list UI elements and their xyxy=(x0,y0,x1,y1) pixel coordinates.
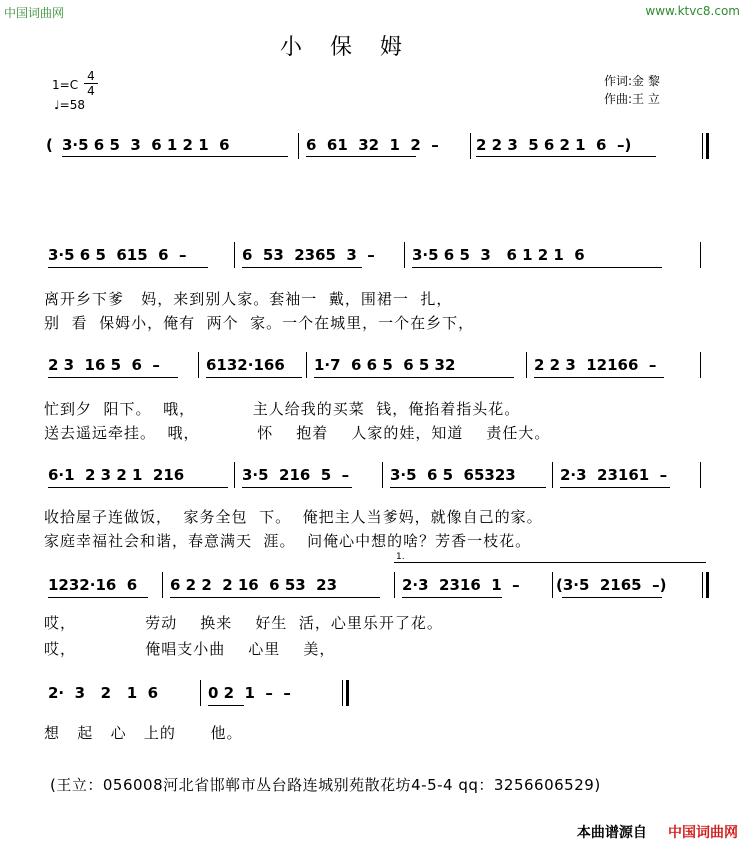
measure-5-1: 1232·16 6 xyxy=(48,576,138,594)
song-title: 小保姆 xyxy=(280,35,431,60)
beam-underline xyxy=(62,156,288,157)
source-label: 本曲谱源自 xyxy=(576,825,647,841)
measure-2-1: 3·5 6 5 615 6 – xyxy=(48,246,187,264)
lyrics-line3-verse2: 送去遥远牵挂。 哦， 怀 抱着 人家的娃，知道 责任大。 xyxy=(44,424,551,442)
beam-underline xyxy=(206,377,302,378)
lyrics-line2-verse1: 离开乡下爹 妈，来到别人家。套袖一 戴，围裙一 扎， xyxy=(44,290,453,308)
measure-3-3: 1·7 6 6 5 6 5 32 xyxy=(314,356,456,374)
repeat-barline xyxy=(702,133,703,159)
beam-underline xyxy=(476,156,656,157)
measure-1-2: 6 61 32 1 2 – xyxy=(306,136,439,154)
lyrics-line3-verse1: 忙到夕 阳下。 哦， 主人给我的买菜 钱，俺掐着指头花。 xyxy=(44,400,521,418)
barline xyxy=(552,462,553,488)
barline xyxy=(198,352,199,378)
final-barline-thick xyxy=(346,680,349,706)
measure-6-1: 2· 3 2 1 6 xyxy=(48,684,159,702)
lyrics-line4-verse2: 家庭幸福社会和谐，春意满天 涯。 问俺心中想的啥？芳香一枝花。 xyxy=(44,532,532,550)
time-signature-bottom: 4 xyxy=(87,84,95,98)
measure-4-3: 3·5 6 5 65323 xyxy=(390,466,516,484)
watermark-left: 中国词曲网 xyxy=(4,6,65,20)
tempo-value: =58 xyxy=(59,98,85,112)
beam-underline xyxy=(314,377,514,378)
beam-underline xyxy=(562,597,662,598)
beam-underline xyxy=(306,156,416,157)
time-signature-top: 4 xyxy=(87,69,95,83)
measure-5-2: 6 2 2 2 16 6 53 23 xyxy=(170,576,338,594)
lyrics-line5-verse1: 哎， 劳动 换来 好生 活，心里乐开了花。 xyxy=(44,614,443,632)
beam-underline xyxy=(48,267,208,268)
barline xyxy=(382,462,383,488)
measure-6-2: 0 2 1 – – xyxy=(208,684,291,702)
composer-credit: 作曲:王 立 xyxy=(604,92,660,106)
beam-underline xyxy=(242,487,352,488)
lyrics-line5-verse2: 哎， 俺唱支小曲 心里 美， xyxy=(44,640,336,658)
measure-1-3: 2 2 3 5 6 2 1 6 –) xyxy=(476,136,632,154)
measure-5-4: (3·5 2165 –) xyxy=(556,576,667,594)
open-paren: ( xyxy=(46,136,53,154)
barline xyxy=(306,352,307,378)
repeat-barline-thick xyxy=(706,133,709,159)
author-contact: (王立：056008河北省邯郸市丛台路连城别苑散花坊4-5-4 qq：3256606529) xyxy=(50,776,601,794)
beam-underline xyxy=(412,267,662,268)
measure-4-1: 6·1 2 3 2 1 216 xyxy=(48,466,185,484)
measure-3-4: 2 2 3 12166 – xyxy=(534,356,657,374)
barline xyxy=(394,572,395,598)
measure-3-1: 2 3 16 5 6 – xyxy=(48,356,160,374)
barline xyxy=(700,352,701,378)
watermark-right: www.ktvc8.com xyxy=(645,4,740,18)
measure-5-3: 2·3 2316 1 – xyxy=(402,576,520,594)
barline xyxy=(470,133,471,159)
lyrics-line6-verse1: 想 起 心 上的 他。 xyxy=(44,724,243,742)
quarter-note-icon: ♩ xyxy=(54,98,60,112)
source-credit xyxy=(577,822,738,842)
lyrics-line2-verse2: 别 看 保姆小，俺有 两个 家。一个在城里，一个在乡下， xyxy=(44,314,475,332)
beam-underline xyxy=(402,597,502,598)
measure-2-3: 3·5 6 5 3 6 1 2 1 6 xyxy=(412,246,585,264)
beam-underline xyxy=(560,487,670,488)
barline xyxy=(234,462,235,488)
barline xyxy=(200,680,201,706)
beam-underline xyxy=(390,487,546,488)
measure-3-2: 6132·166 xyxy=(206,356,285,374)
lyrics-line4-verse1: 收拾屋子连做饭， 家务全包 下。 俺把主人当爹妈，就像自己的家。 xyxy=(44,508,543,526)
beam-underline xyxy=(48,377,178,378)
volta-bracket xyxy=(394,562,706,563)
source-site: 中国词曲网 xyxy=(668,825,738,841)
beam-underline xyxy=(48,487,228,488)
tempo-marking xyxy=(54,98,85,112)
barline xyxy=(700,242,701,268)
barline xyxy=(162,572,163,598)
beam-underline xyxy=(242,267,362,268)
beam-underline xyxy=(534,377,664,378)
key-signature: 1=C xyxy=(52,78,79,92)
measure-4-2: 3·5 216 5 – xyxy=(242,466,350,484)
lyricist-credit: 作词:金 黎 xyxy=(604,74,660,88)
time-signature xyxy=(84,70,98,97)
barline xyxy=(526,352,527,378)
beam-underline xyxy=(170,597,380,598)
repeat-barline-thick xyxy=(706,572,709,598)
barline xyxy=(552,572,553,598)
measure-2-2: 6 53 2365 3 – xyxy=(242,246,375,264)
measure-1-1: 3·5 6 5 3 6 1 2 1 6 xyxy=(62,136,230,154)
barline xyxy=(298,133,299,159)
barline xyxy=(404,242,405,268)
final-barline xyxy=(342,680,343,706)
measure-4-4: 2·3 23161 – xyxy=(560,466,668,484)
barline xyxy=(234,242,235,268)
volta-label: 1. xyxy=(396,552,405,562)
barline xyxy=(700,462,701,488)
repeat-barline xyxy=(702,572,703,598)
beam-underline xyxy=(48,597,148,598)
beam-underline xyxy=(208,705,244,706)
